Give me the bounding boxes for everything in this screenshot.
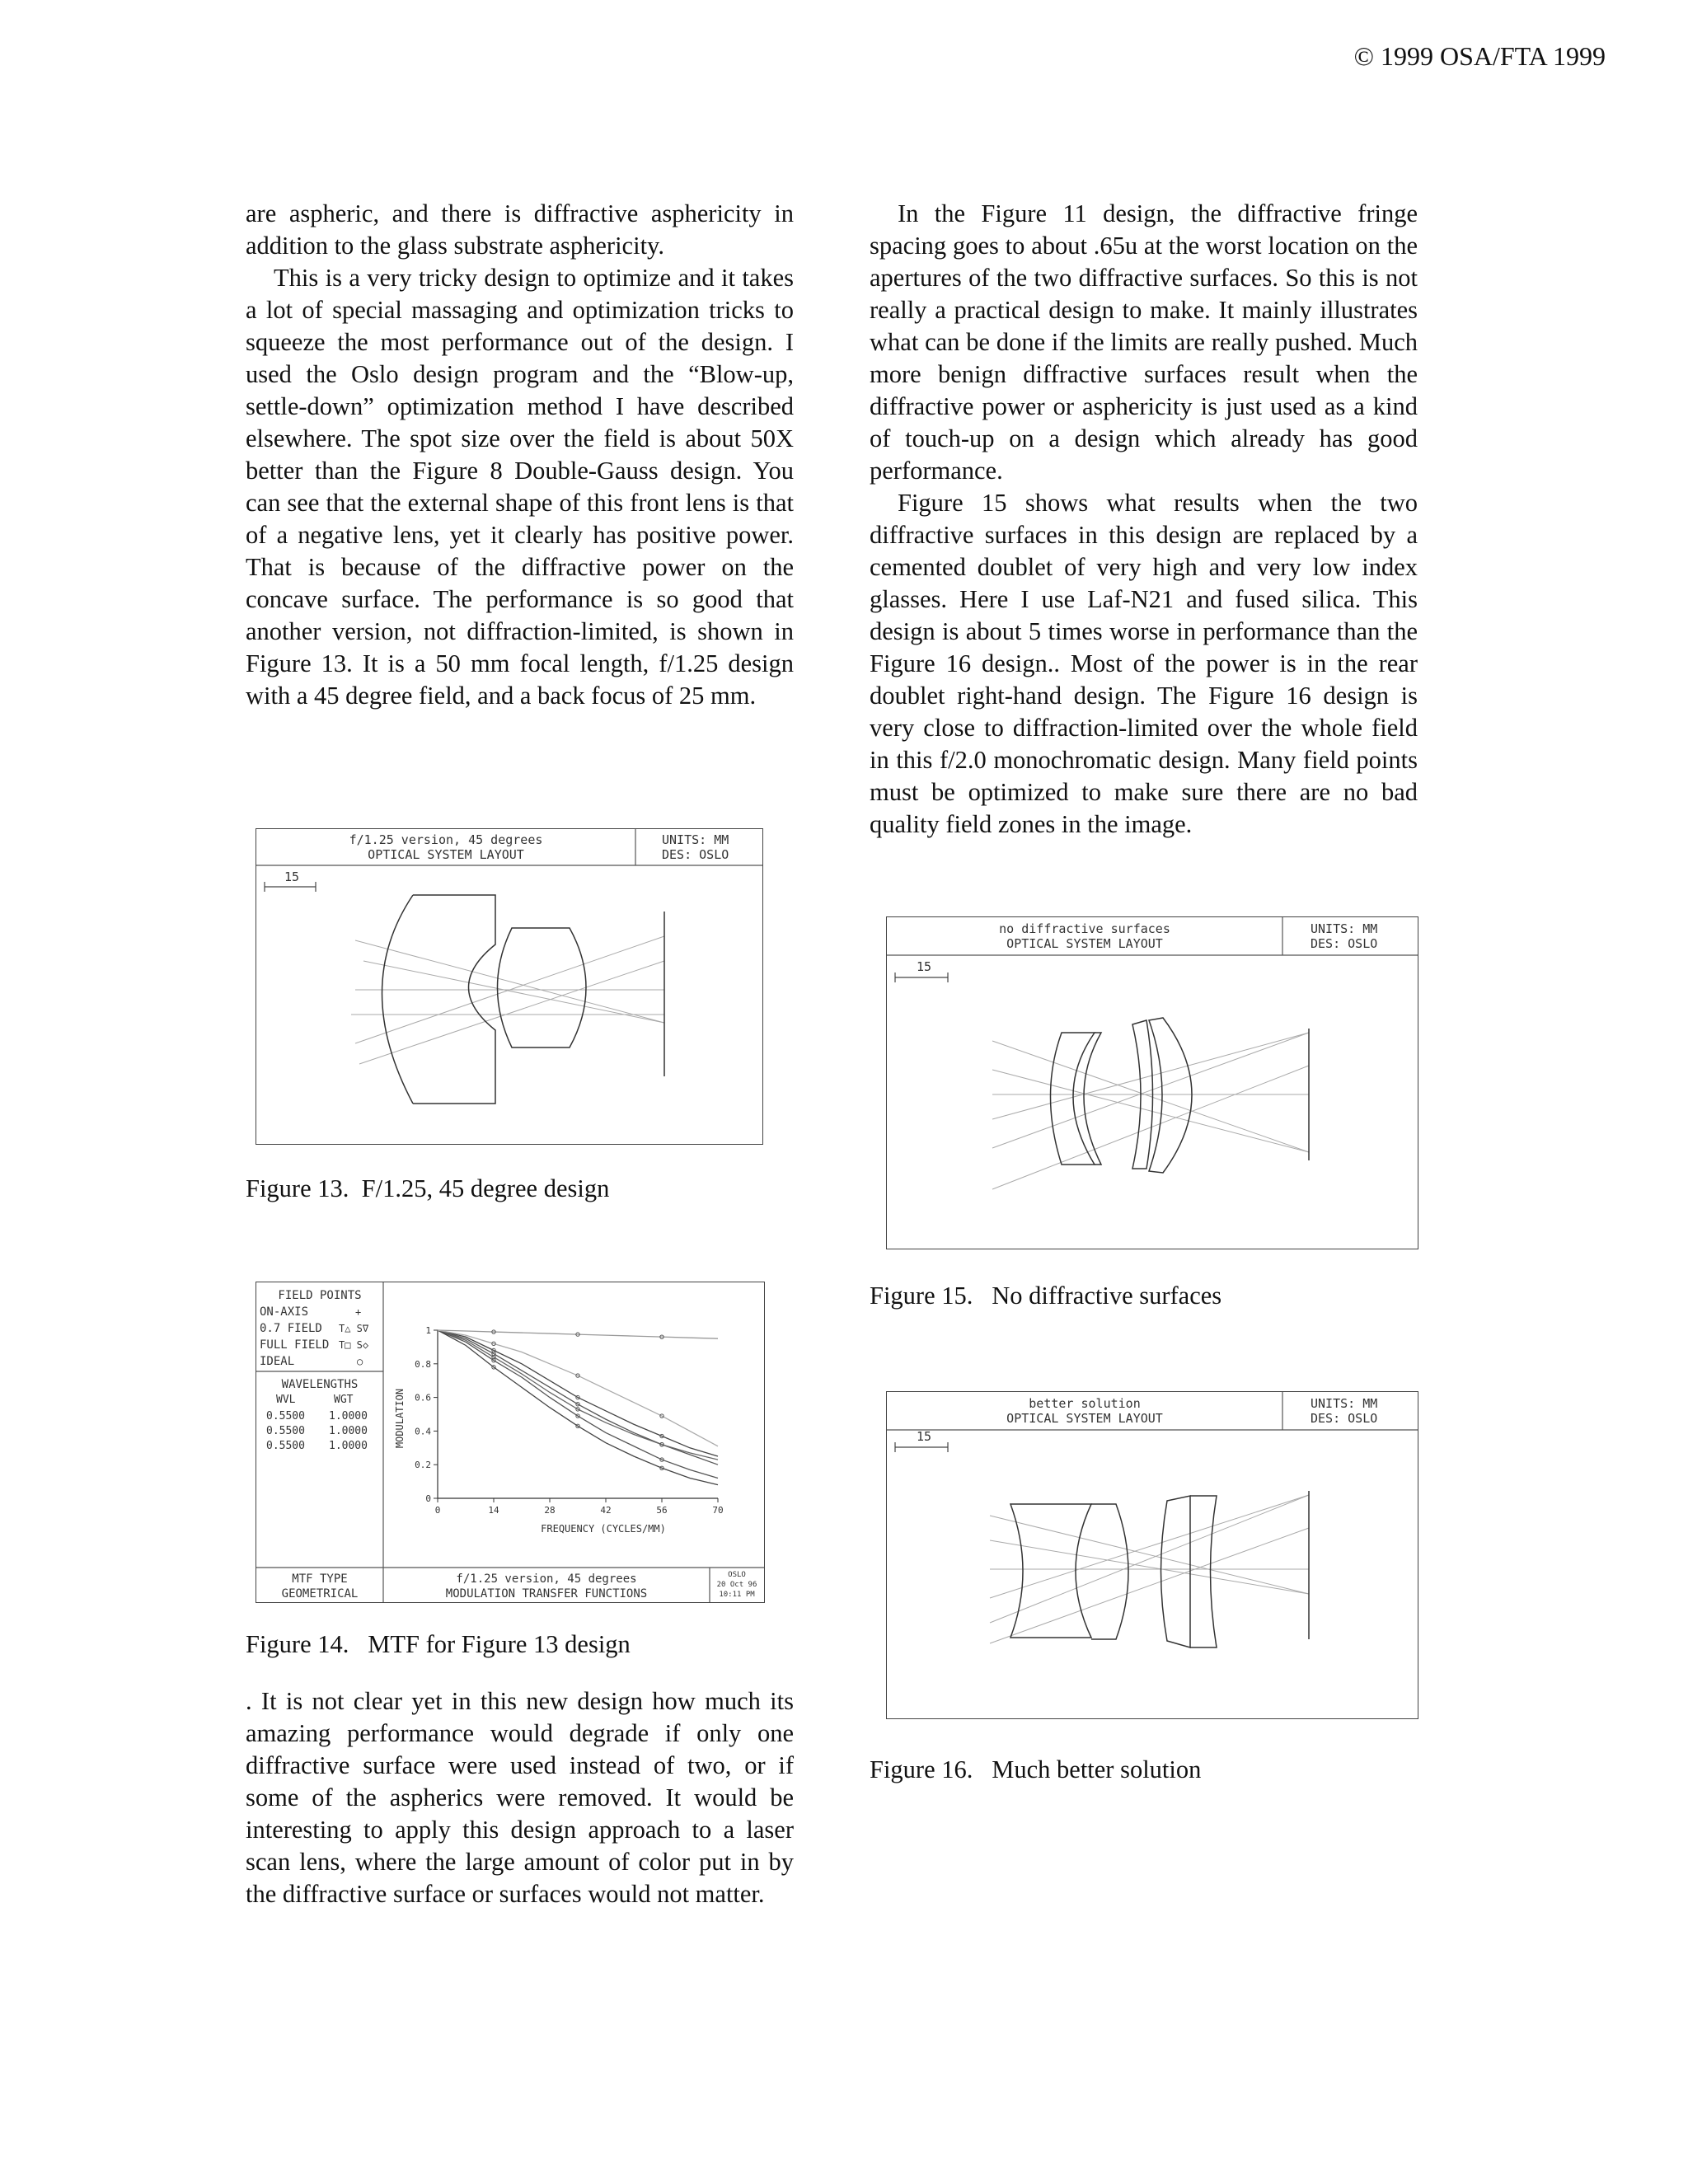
fig14-field-mark-2: T□ S◇ — [339, 1339, 369, 1351]
fig14-field-mark-0: + — [355, 1306, 362, 1318]
fig14-field-row-3: IDEAL — [260, 1355, 295, 1368]
mtf-x-tick-label: 14 — [488, 1505, 499, 1516]
left-column-text — [246, 198, 794, 712]
mtf-x-tick-label: 70 — [712, 1505, 724, 1516]
fig14-wl-row-2-wvl: 0.5500 — [266, 1440, 305, 1452]
mtf-x-tick-label: 56 — [656, 1505, 668, 1516]
fig13-des: DES: OSLO — [662, 847, 729, 862]
mtf-y-tick-label: 0.6 — [415, 1392, 431, 1404]
fig13-scale-label: 15 — [284, 869, 300, 884]
mtf-xlabel: FREQUENCY (CYCLES/MM) — [541, 1523, 666, 1535]
right-paragraph-2: Figure 15 shows what results when the two diffractive surfaces in this design are replaced by a cemented doublet of very high and very low index glasses. Here I use Laf-N21 and fused silica. This design is about 5 times worse in performance than the Figure 16 design.. Most of the power is in the rear doublet right-hand design. The Figure 16 design is very close to diffraction-limited over the whole field in this f/2.0 monochromatic design. Many field points must be optimized to make sure there are no bad quality field zones in the image. — [870, 489, 1418, 838]
fig16-title-2: OPTICAL SYSTEM LAYOUT — [1006, 1411, 1163, 1426]
mtf-ylabel: MODULATION — [394, 1388, 406, 1449]
mtf-series-line — [438, 1330, 718, 1338]
fig14-stamp-2: 20 Oct 96 — [716, 1581, 757, 1589]
fig14-field-row-1: 0.7 FIELD — [260, 1322, 322, 1335]
fig15-title-1: no diffractive surfaces — [999, 921, 1170, 936]
mtf-y-tick-label: 0.8 — [415, 1358, 431, 1370]
fig14-field-mark-3: ○ — [357, 1356, 363, 1367]
right-column-text — [870, 198, 1418, 841]
mtf-y-tick-label: 0.2 — [415, 1460, 431, 1471]
figure-14-svg — [256, 1282, 764, 1602]
fig14-field-row-2: FULL FIELD — [260, 1338, 330, 1352]
right-paragraph-1: In the Figure 11 design, the diffractive fringe spacing goes to about .65u at the worst location on the apertures of the two diffractive surfaces. So this is not really a practical design to make. It mainly illustrates what can be done if the limits are really pushed. Much more benign diffractive surfaces result when the diffractive power or asphericity is just used as a kind of touch-up on a design which already has good performance. — [870, 199, 1418, 485]
fig14-wgt-header: WGT — [334, 1394, 354, 1406]
fig14-wavelengths-title: WAVELENGTHS — [281, 1378, 359, 1391]
fig16-scale-label: 15 — [917, 1429, 932, 1444]
mtf-y-tick-label: 1 — [425, 1325, 431, 1336]
fig14-wvl-header: WVL — [276, 1394, 296, 1406]
fig13-title-2: OPTICAL SYSTEM LAYOUT — [368, 847, 524, 862]
fig13-title-1: f/1.25 version, 45 degrees — [349, 832, 543, 847]
fig14-wl-row-0-wgt: 1.0000 — [329, 1410, 368, 1422]
mtf-y-tick-label: 0.4 — [415, 1426, 431, 1437]
figure-13-layout — [256, 828, 763, 1145]
mtf-series-line — [438, 1330, 718, 1460]
left-paragraph-2: This is a very tricky design to optimize and it takes a lot of special massaging and optimization tricks to squeeze the most performance out of the design. I used the Oslo design program and the “Blow-up, settle-down” optimization method I have described elsewhere. The spot size over the field is about 50X better than the Figure 8 Double-Gauss design. You can see that the external shape of this front lens is that of a negative lens, yet it clearly has positive power. That is because of the diffractive power on the concave surface. The performance is so good that another version, not diffraction-limited, is shown in Figure 13. It is a 50 mm focal length, f/1.25 design with a 45 degree field, and a back focus of 25 mm. — [246, 264, 794, 710]
figure-13-caption: Figure 13. F/1.25, 45 degree design — [246, 1174, 610, 1202]
mtf-x-tick-label: 28 — [544, 1505, 556, 1516]
fig14-wl-row-1-wvl: 0.5500 — [266, 1425, 305, 1437]
fig14-footer-1: f/1.25 version, 45 degrees — [456, 1572, 637, 1586]
figure-16-caption: Figure 16. Much better solution — [870, 1755, 1202, 1783]
figure-15-layout — [886, 916, 1418, 1249]
fig14-stamp-1: OSLO — [728, 1571, 746, 1579]
fig14-field-row-0: ON-AXIS — [260, 1305, 309, 1319]
mtf-x-tick-label: 0 — [434, 1505, 441, 1516]
fig14-wl-row-0-wvl: 0.5500 — [266, 1410, 305, 1422]
fig14-stamp-3: 10:11 PM — [719, 1591, 755, 1599]
mtf-x-tick-label: 42 — [600, 1505, 612, 1516]
fig15-title-2: OPTICAL SYSTEM LAYOUT — [1006, 936, 1163, 951]
fig14-mtf-type-value: GEOMETRICAL — [281, 1587, 359, 1601]
fig14-mtf-type-label: MTF TYPE — [292, 1572, 348, 1586]
figure-16-svg — [887, 1392, 1418, 1718]
fig15-units: UNITS: MM — [1311, 921, 1378, 936]
fig14-wl-row-1-wgt: 1.0000 — [329, 1425, 368, 1437]
fig14-wl-row-2-wgt: 1.0000 — [329, 1440, 368, 1452]
figure-14-mtf — [256, 1282, 765, 1603]
figure-14-caption: Figure 14. MTF for Figure 13 design — [246, 1630, 631, 1658]
figure-16-layout — [886, 1391, 1418, 1719]
fig14-field-points-title: FIELD POINTS — [278, 1289, 362, 1302]
fig14-footer-2: MODULATION TRANSFER FUNCTIONS — [445, 1587, 648, 1601]
copyright-header: © 1999 OSA/FTA 1999 — [1353, 41, 1606, 71]
fig15-des: DES: OSLO — [1311, 936, 1378, 951]
figure-15-svg — [887, 917, 1418, 1249]
mtf-plot-area — [415, 1325, 724, 1516]
fig16-title-1: better solution — [1029, 1396, 1141, 1411]
fig16-des: DES: OSLO — [1311, 1411, 1378, 1426]
fig14-field-mark-1: T△ S∇ — [339, 1323, 369, 1334]
fig15-scale-label: 15 — [917, 959, 932, 974]
figure-15-caption: Figure 15. No diffractive surfaces — [870, 1282, 1222, 1310]
mtf-series-line — [438, 1330, 718, 1446]
mtf-y-tick-label: 0 — [425, 1493, 431, 1504]
left-paragraph-1: are aspheric, and there is diffractive asphericity in addition to the glass substrate asphericity. — [246, 199, 794, 260]
figure-13-svg — [256, 829, 762, 1144]
left-bottom-paragraph: . It is not clear yet in this new design how much its amazing performance would degrade if only one diffractive surface were used instead of two, or if some of the aspherics were removed. It would be interesting to apply this design approach to a laser scan lens, where the large amount of color put in by the diffractive surface or surfaces would not matter. — [246, 1687, 794, 1908]
fig16-rays — [990, 1495, 1309, 1643]
fig16-units: UNITS: MM — [1311, 1396, 1378, 1411]
fig13-rays — [351, 936, 664, 1064]
fig13-lens-elements — [382, 895, 665, 1104]
fig13-units: UNITS: MM — [662, 832, 729, 847]
